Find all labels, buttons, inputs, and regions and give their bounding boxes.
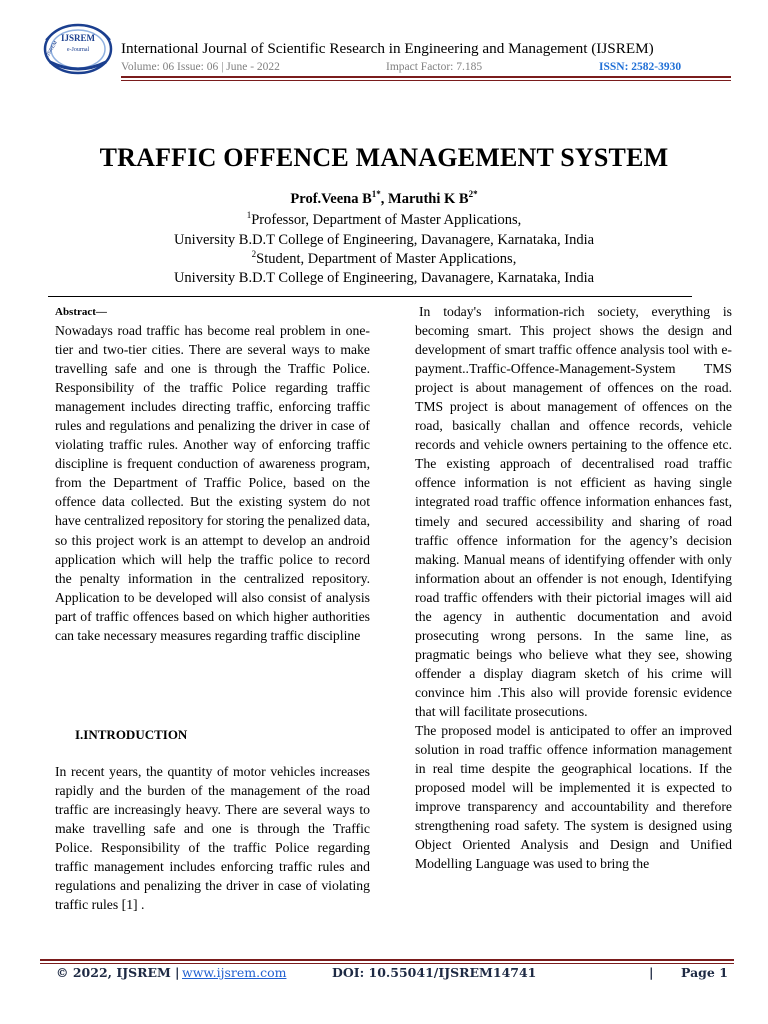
impact-factor: Impact Factor: 7.185: [386, 61, 483, 73]
introduction-text: In recent years, the quantity of motor vehicles increases rapidly and the burden of the management of the road traffic are increasingly heavy. There are several ways to make travelling safe and one is through the Traffic Police. Responsibility of the traffic Police regarding traffic management includes enforcing traffic rules and regulations and penalizing the driver in case of violating traffic rules [1] .: [55, 764, 370, 913]
journal-name: International Journal of Scientific Research in Engineering and Management (IJSREM): [121, 40, 654, 57]
header-divider: [121, 76, 731, 78]
footer-divider-thin: [40, 963, 734, 964]
author-2: Maruthi K B: [388, 191, 469, 207]
logo-subtext: e-Journal: [66, 47, 90, 53]
volume-issue: Volume: 06 Issue: 06 | June - 2022: [121, 61, 280, 73]
affiliation-2-dept: Student, Department of Master Applications,: [256, 251, 517, 267]
affiliation-1-marker: 1: [246, 210, 252, 221]
page-number: Page 1: [681, 965, 728, 980]
abstract-body: [55, 321, 370, 645]
journal-logo: [40, 18, 116, 78]
authors: [0, 191, 768, 208]
introduction-body: [55, 762, 370, 914]
footer-separator: |: [175, 965, 180, 980]
affiliation-2: [0, 251, 768, 268]
logo-side-text: IJSREM: [44, 40, 59, 59]
author-1-marker: 1*: [371, 189, 381, 200]
author-1: Prof.Veena B: [290, 191, 372, 207]
author-separator: ,: [380, 191, 389, 207]
right-paragraph-1: In today's information-rich society, everything is becoming smart. This project shows the design and development of smart traffic offence analysis tool with e-payment..Traffic-Offence-Management-System TMS project is about management of offences on the road. TMS project is about management of offences on the road, basically challan and offence records, vehicle records and vehicle owners pertaining to the offence etc. The existing approach of decentralised road traffic offence information is not efficient as having single integrated road traffic offence information enhances fast, timely and secured accessibility and sharing of road traffic offence information for the agency’s decision making. Manual means of identifying offender with only information about an offender is not enough, Identifying road traffic offenders with their pictorial images will aid the agency in authentic documentation and avoid prosecuting wrong persons. In the same line, as pragmatic beings who believe what they see, showing offender a display diagram sketch of his crime will convince him .This also will provide forensic evidence that will facilitate prosecutions.: [415, 304, 732, 719]
introduction-heading: I.INTRODUCTION: [75, 727, 188, 742]
footer-copyright: © 2022, IJSREM: [56, 965, 171, 980]
title-divider: [48, 296, 692, 297]
abstract-heading: Abstract—: [55, 306, 107, 318]
affiliation-1-university: University B.D.T College of Engineering, Davanagere, Karnataka, India: [173, 232, 595, 248]
abstract-text: Nowadays road traffic has become real problem in one-tier and two-tier cities. There are several ways to make travelling safe and one is through the Traffic Police. Responsibility of the traffic Police regarding traffic management includes directing traffic, enforcing traffic rules and regulations and penalizing the driver in case of violating traffic rules. Another way of enforcing traffic discipline is frequent conduction of awareness program, from the Department of Traffic Police, based on the offence data collected. But the existing system do not have centralized repository for storing the penalized data, so this project work is an attempt to develop an android application which will help the traffic police to record the penalty information in the centralized repository. Application to be developed will also consist of analysis part of traffic offences based on which higher authorities can take necessary measures regarding traffic discipline: [55, 323, 370, 643]
footer-separator-2: |: [649, 965, 654, 980]
logo-text: IJSREM: [60, 33, 96, 43]
paper-title: TRAFFIC OFFENCE MANAGEMENT SYSTEM: [99, 143, 669, 172]
affiliation-1-dept: Professor, Department of Master Applications,: [251, 212, 522, 228]
affiliation-2-university: University B.D.T College of Engineering, Davanagere, Karnataka, India: [173, 270, 595, 286]
right-column: [415, 302, 732, 873]
right-paragraph-2: The proposed model is anticipated to offer an improved solution in road traffic offence information management in real time despite the geographical locations. If the proposed model will be implemented it is expected to improve transparency and accountability and therefore strengthening road safety. The system is designed using Object Oriented Analysis and Design and Unified Modelling Language was used to bring the: [415, 723, 732, 872]
footer-divider: [40, 959, 734, 961]
affiliation-2-marker: 2: [251, 249, 257, 260]
issn: ISSN: 2582-3930: [599, 61, 682, 73]
footer-website-link[interactable]: www.ijsrem.com: [182, 965, 287, 980]
header-divider-thin: [121, 80, 731, 81]
footer-doi: DOI: 10.55041/IJSREM14741: [332, 965, 537, 980]
author-2-marker: 2*: [468, 189, 478, 200]
affiliation-1: [0, 212, 768, 229]
